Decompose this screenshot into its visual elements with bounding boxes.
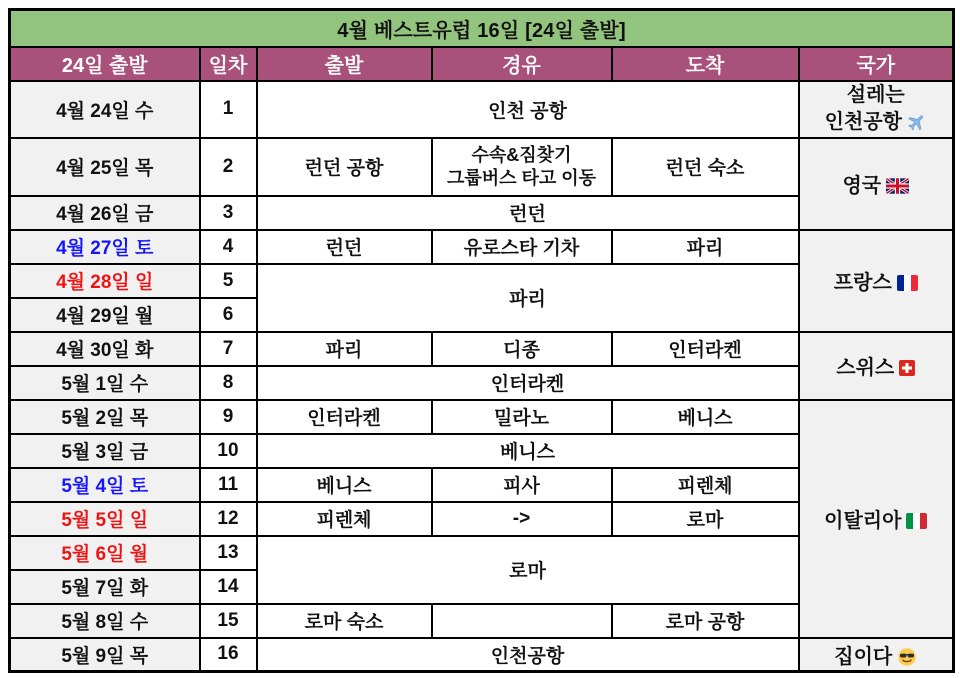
country-cell: 스위스 [799,332,954,400]
date-cell: 5월 8일 수 [10,604,200,638]
stay-cell: 인천공항 [257,638,799,672]
day-number-cell: 12 [200,502,257,536]
country-cell: 영국 [799,138,954,230]
arrive-cell: 인터라켄 [612,332,799,366]
date-cell: 5월 4일 토 [10,468,200,502]
arrive-cell: 파리 [612,230,799,264]
depart-cell: 런던 [257,230,432,264]
country-cell: 이탈리아 [799,400,954,638]
day-number-cell: 16 [200,638,257,672]
arrive-cell: 베니스 [612,400,799,434]
country-line2: 인천공항 [824,111,902,133]
switzerland-flag-icon [899,360,915,376]
column-header-arrive: 도착 [612,47,799,81]
day-number-cell: 14 [200,570,257,604]
arrive-cell: 런던 숙소 [612,138,799,196]
depart-cell: 베니스 [257,468,432,502]
day-number-cell: 10 [200,434,257,468]
table-row [10,138,954,196]
date-cell: 4월 26일 금 [10,196,200,230]
via-cell: 유로스타 기차 [432,230,612,264]
date-cell: 4월 25일 목 [10,138,200,196]
depart-cell: 파리 [257,332,432,366]
day-number-cell: 9 [200,400,257,434]
country-cell: 프랑스 [799,230,954,332]
stay-cell: 베니스 [257,434,799,468]
via-cell [432,604,612,638]
via-cell: 피사 [432,468,612,502]
date-cell: 4월 27일 토 [10,230,200,264]
via-cell: 수속&짐찾기 그룹버스 타고 이동 [432,138,612,196]
via-cell: 디종 [432,332,612,366]
stay-cell: 인터라켄 [257,366,799,400]
stay-cell: 파리 [257,264,799,332]
via-cell: -> [432,502,612,536]
column-header-day: 일차 [200,47,257,81]
via-cell: 밀라노 [432,400,612,434]
table-row [10,332,954,366]
date-cell: 5월 1일 수 [10,366,200,400]
day-number-cell: 11 [200,468,257,502]
airplane-icon [907,112,927,132]
depart-cell: 인터라켄 [257,400,432,434]
day-number-cell: 13 [200,536,257,570]
depart-cell: 로마 숙소 [257,604,432,638]
stay-cell: 인천 공항 [257,81,799,138]
day-number-cell: 3 [200,196,257,230]
date-cell: 5월 7일 화 [10,570,200,604]
day-number-cell: 7 [200,332,257,366]
stay-cell: 런던 [257,196,799,230]
day-number-cell: 2 [200,138,257,196]
date-cell: 5월 6일 월 [10,536,200,570]
table-title: 4월 베스트유럽 16일 [24일 출발] [10,10,954,47]
country-cell [799,81,954,138]
italy-flag-icon [906,513,927,529]
column-header-departure-date: 24일 출발 [10,47,200,81]
country-cell: 집이다 [799,638,954,672]
date-cell: 4월 29일 월 [10,298,200,332]
day-number-cell: 4 [200,230,257,264]
column-header-depart: 출발 [257,47,432,81]
date-cell: 4월 28일 일 [10,264,200,298]
depart-cell: 런던 공항 [257,138,432,196]
arrive-cell: 피렌체 [612,468,799,502]
arrive-cell: 로마 [612,502,799,536]
country-line1: 설레는 [846,84,905,106]
table-row [10,400,954,434]
uk-flag-icon [886,178,909,194]
column-header-via: 경유 [432,47,612,81]
date-cell: 5월 3일 금 [10,434,200,468]
sunglasses-emoji-icon [897,647,917,667]
date-cell: 5월 2일 목 [10,400,200,434]
date-cell: 4월 24일 수 [10,81,200,138]
depart-cell: 피렌체 [257,502,432,536]
day-number-cell: 6 [200,298,257,332]
date-cell: 5월 5일 일 [10,502,200,536]
day-number-cell: 1 [200,81,257,138]
arrive-cell: 로마 공항 [612,604,799,638]
table-row [10,81,954,138]
stay-cell: 로마 [257,536,799,604]
table-row [10,638,954,672]
column-header-country: 국가 [799,47,954,81]
day-number-cell: 8 [200,366,257,400]
date-cell: 5월 9일 목 [10,638,200,672]
day-number-cell: 15 [200,604,257,638]
date-cell: 4월 30일 화 [10,332,200,366]
france-flag-icon [897,275,918,291]
itinerary-table [8,8,955,673]
table-row [10,230,954,264]
day-number-cell: 5 [200,264,257,298]
